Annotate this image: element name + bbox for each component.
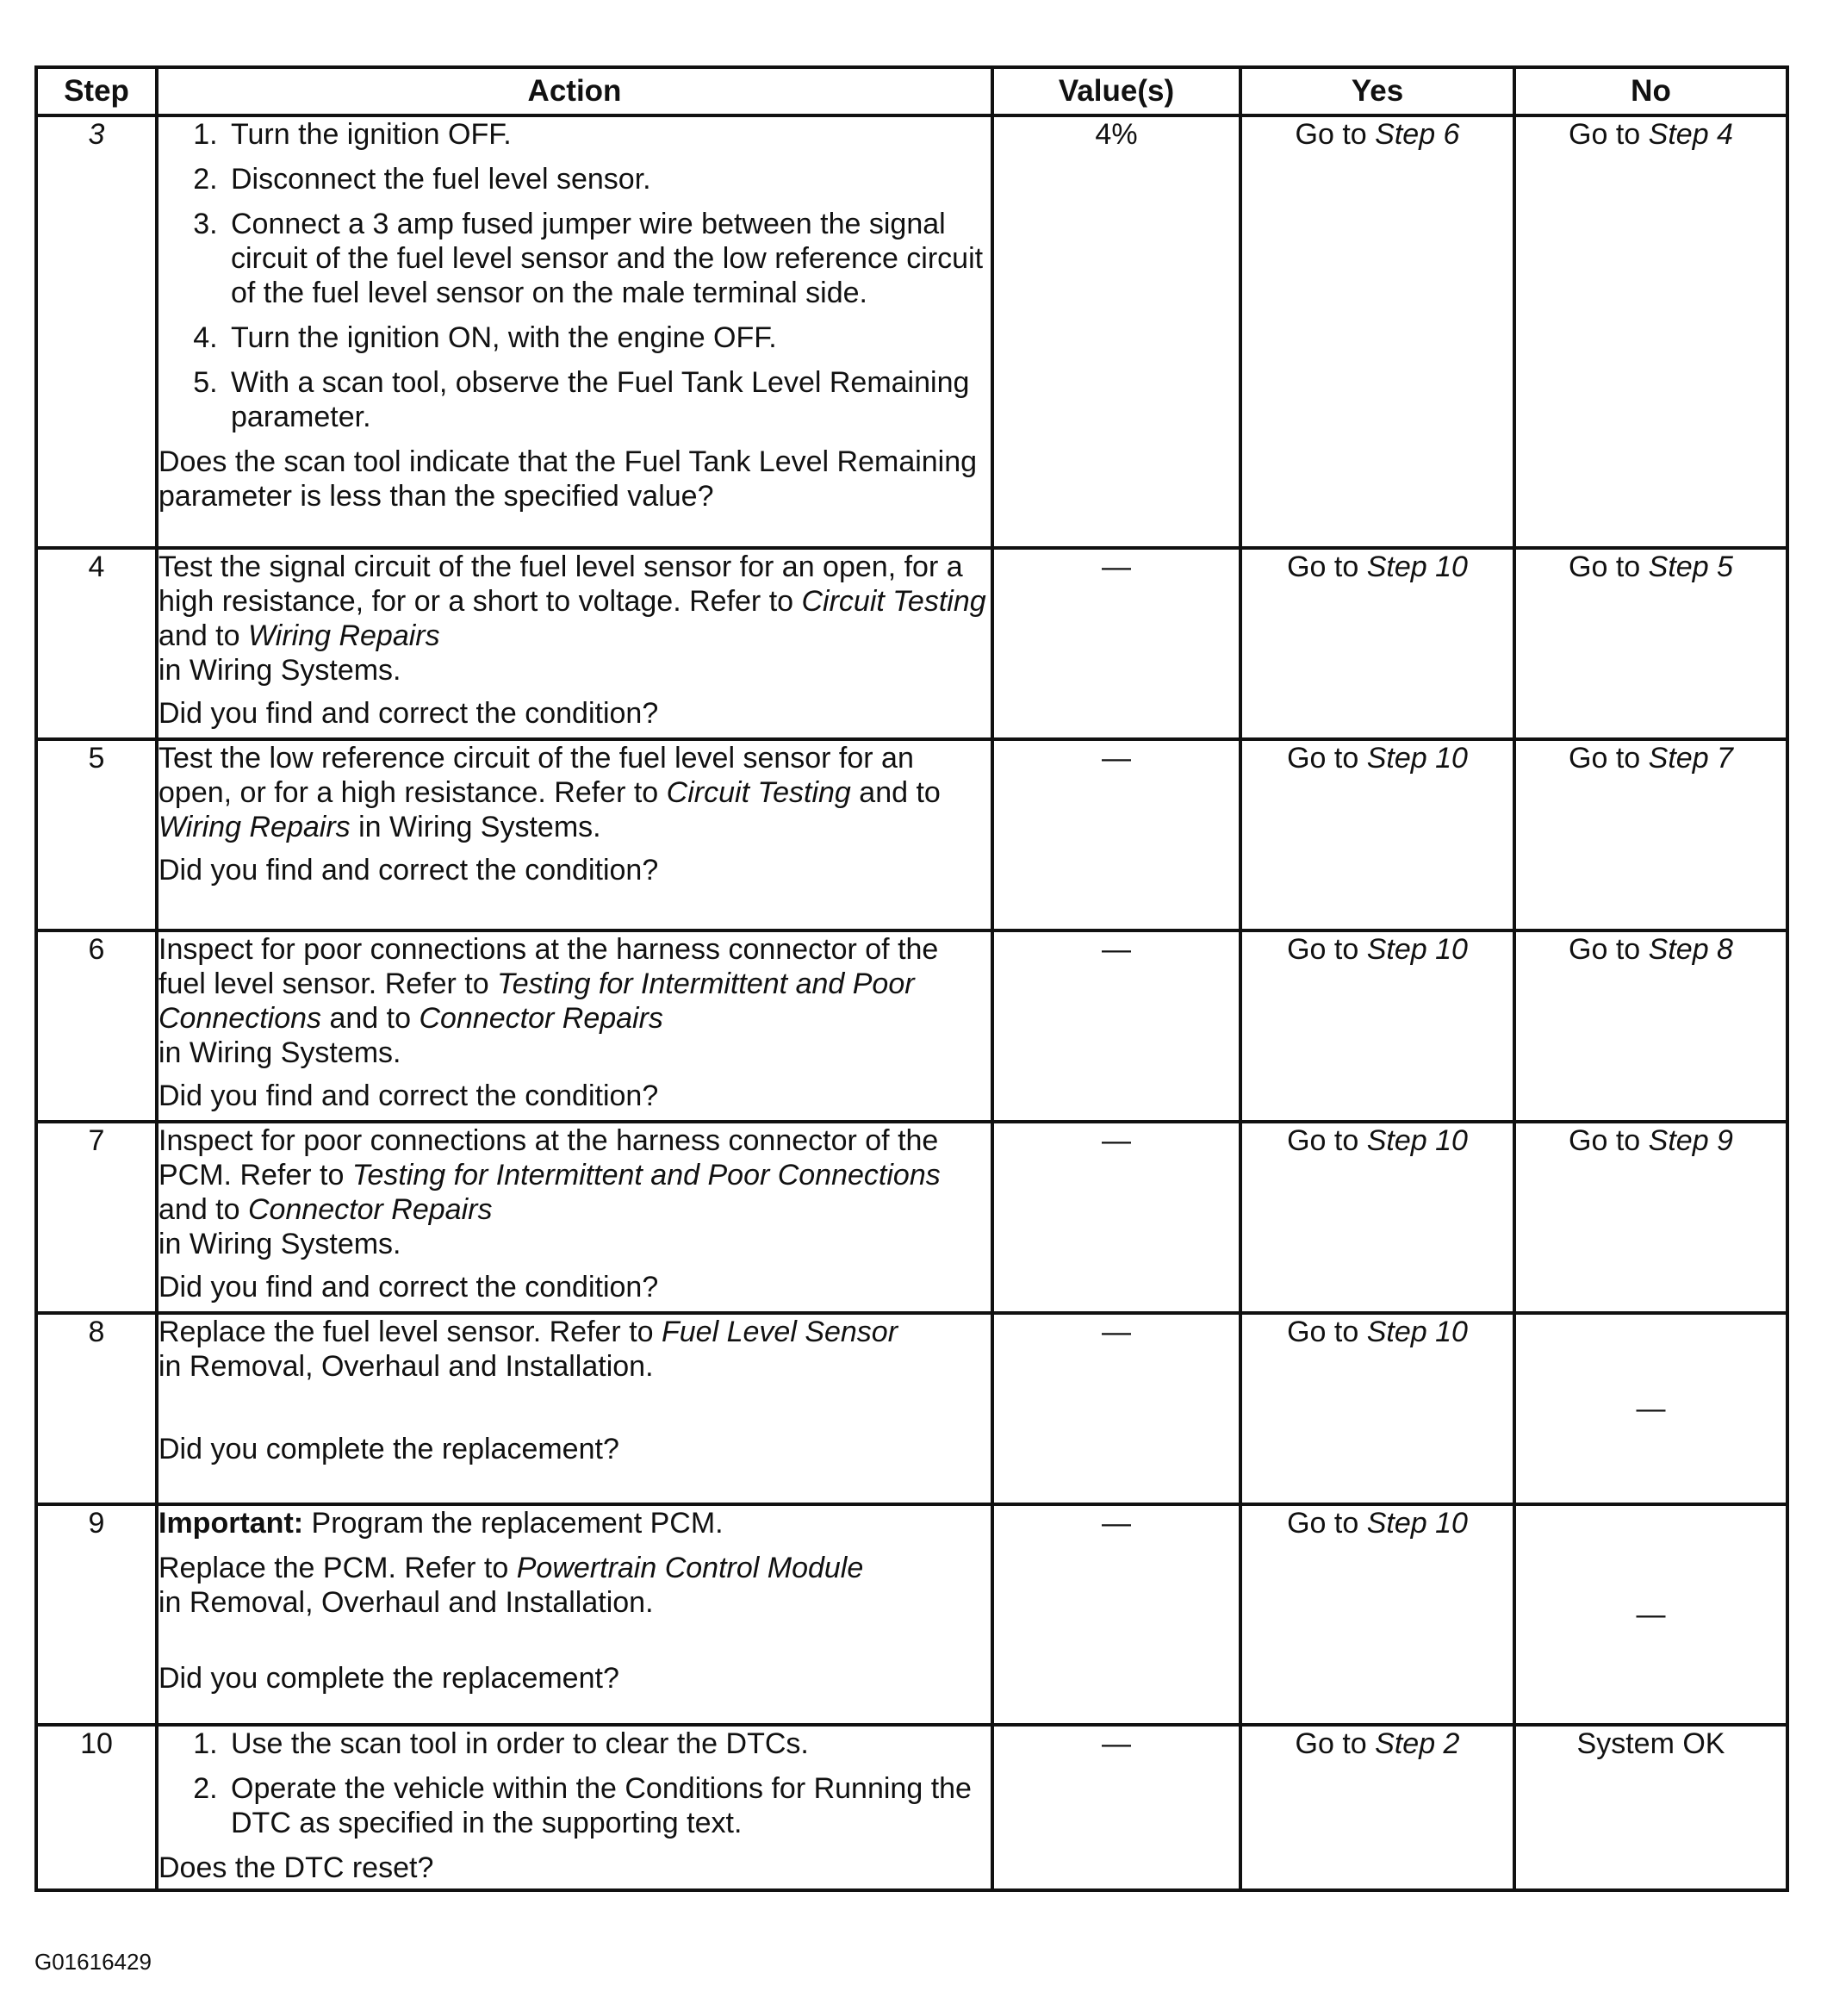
action-steps [158,1727,991,1840]
table-row [36,1313,1787,1504]
step-number: 6 [36,930,157,1122]
list-item: 1. Use the scan tool in order to clear the DTCs. [226,1727,991,1761]
list-item: 1. Turn the ignition OFF. [226,117,991,152]
action-text: Test the signal circuit of the fuel level sensor for an open, for a high resistance, for or a short to voltage. Refer to Circuit Testing and to Wiring Repairs in Wiring Systems. [158,551,986,687]
no-cell: System OK [1514,1725,1787,1890]
yes-step-link: Step 6 [1375,118,1460,151]
figure-code: G01616429 [34,1949,152,1975]
value-cell: — [992,1725,1240,1890]
action-question: Did you find and correct the condition? [158,854,659,887]
table-row [36,1504,1787,1725]
yes-cell: Go to Step 2 [1240,1725,1514,1890]
table-row [36,1725,1787,1890]
yes-step-link: Step 10 [1366,742,1468,775]
action-question: Did you find and correct the condition? [158,1271,659,1304]
list-item: 4. Turn the ignition ON, with the engine OFF. [226,320,991,355]
yes-cell: Go to Step 10 [1240,1504,1514,1725]
value-cell: — [992,930,1240,1122]
action-question: Does the DTC reset? [158,1851,434,1884]
step-number: 7 [36,1122,157,1313]
yes-cell: Go to Step 10 [1240,548,1514,739]
header-yes: Yes [1240,67,1514,115]
yes-step-link: Step 10 [1366,1507,1468,1540]
no-cell: Go to Step 4 [1514,115,1787,548]
action-question: Did you find and correct the condition? [158,697,659,730]
step-number: 10 [36,1725,157,1890]
no-step-link: Step 4 [1648,118,1733,151]
step-number: 4 [36,548,157,739]
value-cell: — [992,1504,1240,1725]
action-question: Did you complete the replacement? [158,1433,619,1465]
list-item: 3. Connect a 3 amp fused jumper wire between the signal circuit of the fuel level sensor and the low reference circuit of the fuel level sensor on the male terminal side. [226,207,991,310]
no-step-link: Step 7 [1648,742,1733,775]
action-text: Test the low reference circuit of the fuel level sensor for an open, or for a high resistance. Refer to Circuit Testing and to Wiring Repairs in Wiring Systems. [158,742,941,843]
header-action: Action [157,67,992,115]
important-note: Important: Program the replacement PCM. [158,1507,724,1540]
value-cell: — [992,1122,1240,1313]
no-cell: — [1514,1504,1787,1725]
action-question: Did you complete the replacement? [158,1662,619,1695]
value-cell: 4% [992,115,1240,548]
step-number: 5 [36,739,157,930]
value-cell: — [992,739,1240,930]
no-step-link: Step 5 [1648,551,1733,583]
action-cell [157,115,992,548]
header-row [36,67,1787,115]
no-step-link: Step 8 [1648,933,1733,966]
yes-cell: Go to Step 6 [1240,115,1514,548]
value-cell: — [992,548,1240,739]
list-item: 2. Disconnect the fuel level sensor. [226,162,991,196]
no-cell: — [1514,1313,1787,1504]
action-cell [157,1122,992,1313]
action-cell [157,1725,992,1890]
table-row [36,739,1787,930]
yes-cell: Go to Step 10 [1240,739,1514,930]
action-steps [158,117,991,434]
table-row [36,1122,1787,1313]
value-cell: — [992,1313,1240,1504]
yes-step-link: Step 10 [1366,551,1468,583]
header-step: Step [36,67,157,115]
yes-step-link: Step 2 [1375,1727,1460,1760]
no-cell: Go to Step 5 [1514,548,1787,739]
no-cell: Go to Step 7 [1514,739,1787,930]
step-number: 8 [36,1313,157,1504]
no-step-link: Step 9 [1648,1124,1733,1157]
header-values: Value(s) [992,67,1240,115]
action-cell [157,739,992,930]
yes-cell: Go to Step 10 [1240,1313,1514,1504]
action-cell [157,1504,992,1725]
diagnostic-table [34,65,1789,1892]
table-row [36,930,1787,1122]
action-text: Inspect for poor connections at the harness connector of the fuel level sensor. Refer to Testing for Intermittent and Poor Connections and to Connector Repairs in Wiring Systems. [158,933,939,1069]
yes-step-link: Step 10 [1366,1316,1468,1348]
action-text: Inspect for poor connections at the harness connector of the PCM. Refer to Testing for Intermittent and Poor Connections and to Connector Repairs in Wiring Systems. [158,1124,941,1260]
list-item: 5. With a scan tool, observe the Fuel Tank Level Remaining parameter. [226,365,991,434]
no-cell: Go to Step 8 [1514,930,1787,1122]
action-cell [157,548,992,739]
action-question: Does the scan tool indicate that the Fuel Tank Level Remaining parameter is less than the specified value? [158,445,978,513]
table-row [36,548,1787,739]
yes-cell: Go to Step 10 [1240,1122,1514,1313]
action-cell [157,1313,992,1504]
step-number: 3 [36,115,157,548]
action-text: Replace the PCM. Refer to Powertrain Control Module in Removal, Overhaul and Installation. [158,1552,864,1619]
yes-step-link: Step 10 [1366,933,1468,966]
action-cell [157,930,992,1122]
table-row [36,115,1787,548]
yes-cell: Go to Step 10 [1240,930,1514,1122]
action-question: Did you find and correct the condition? [158,1080,659,1112]
list-item: 2. Operate the vehicle within the Conditions for Running the DTC as specified in the supporting text. [226,1771,991,1840]
no-cell: Go to Step 9 [1514,1122,1787,1313]
yes-step-link: Step 10 [1366,1124,1468,1157]
action-text: Replace the fuel level sensor. Refer to Fuel Level Sensor in Removal, Overhaul and Installation. [158,1316,898,1383]
header-no: No [1514,67,1787,115]
step-number: 9 [36,1504,157,1725]
